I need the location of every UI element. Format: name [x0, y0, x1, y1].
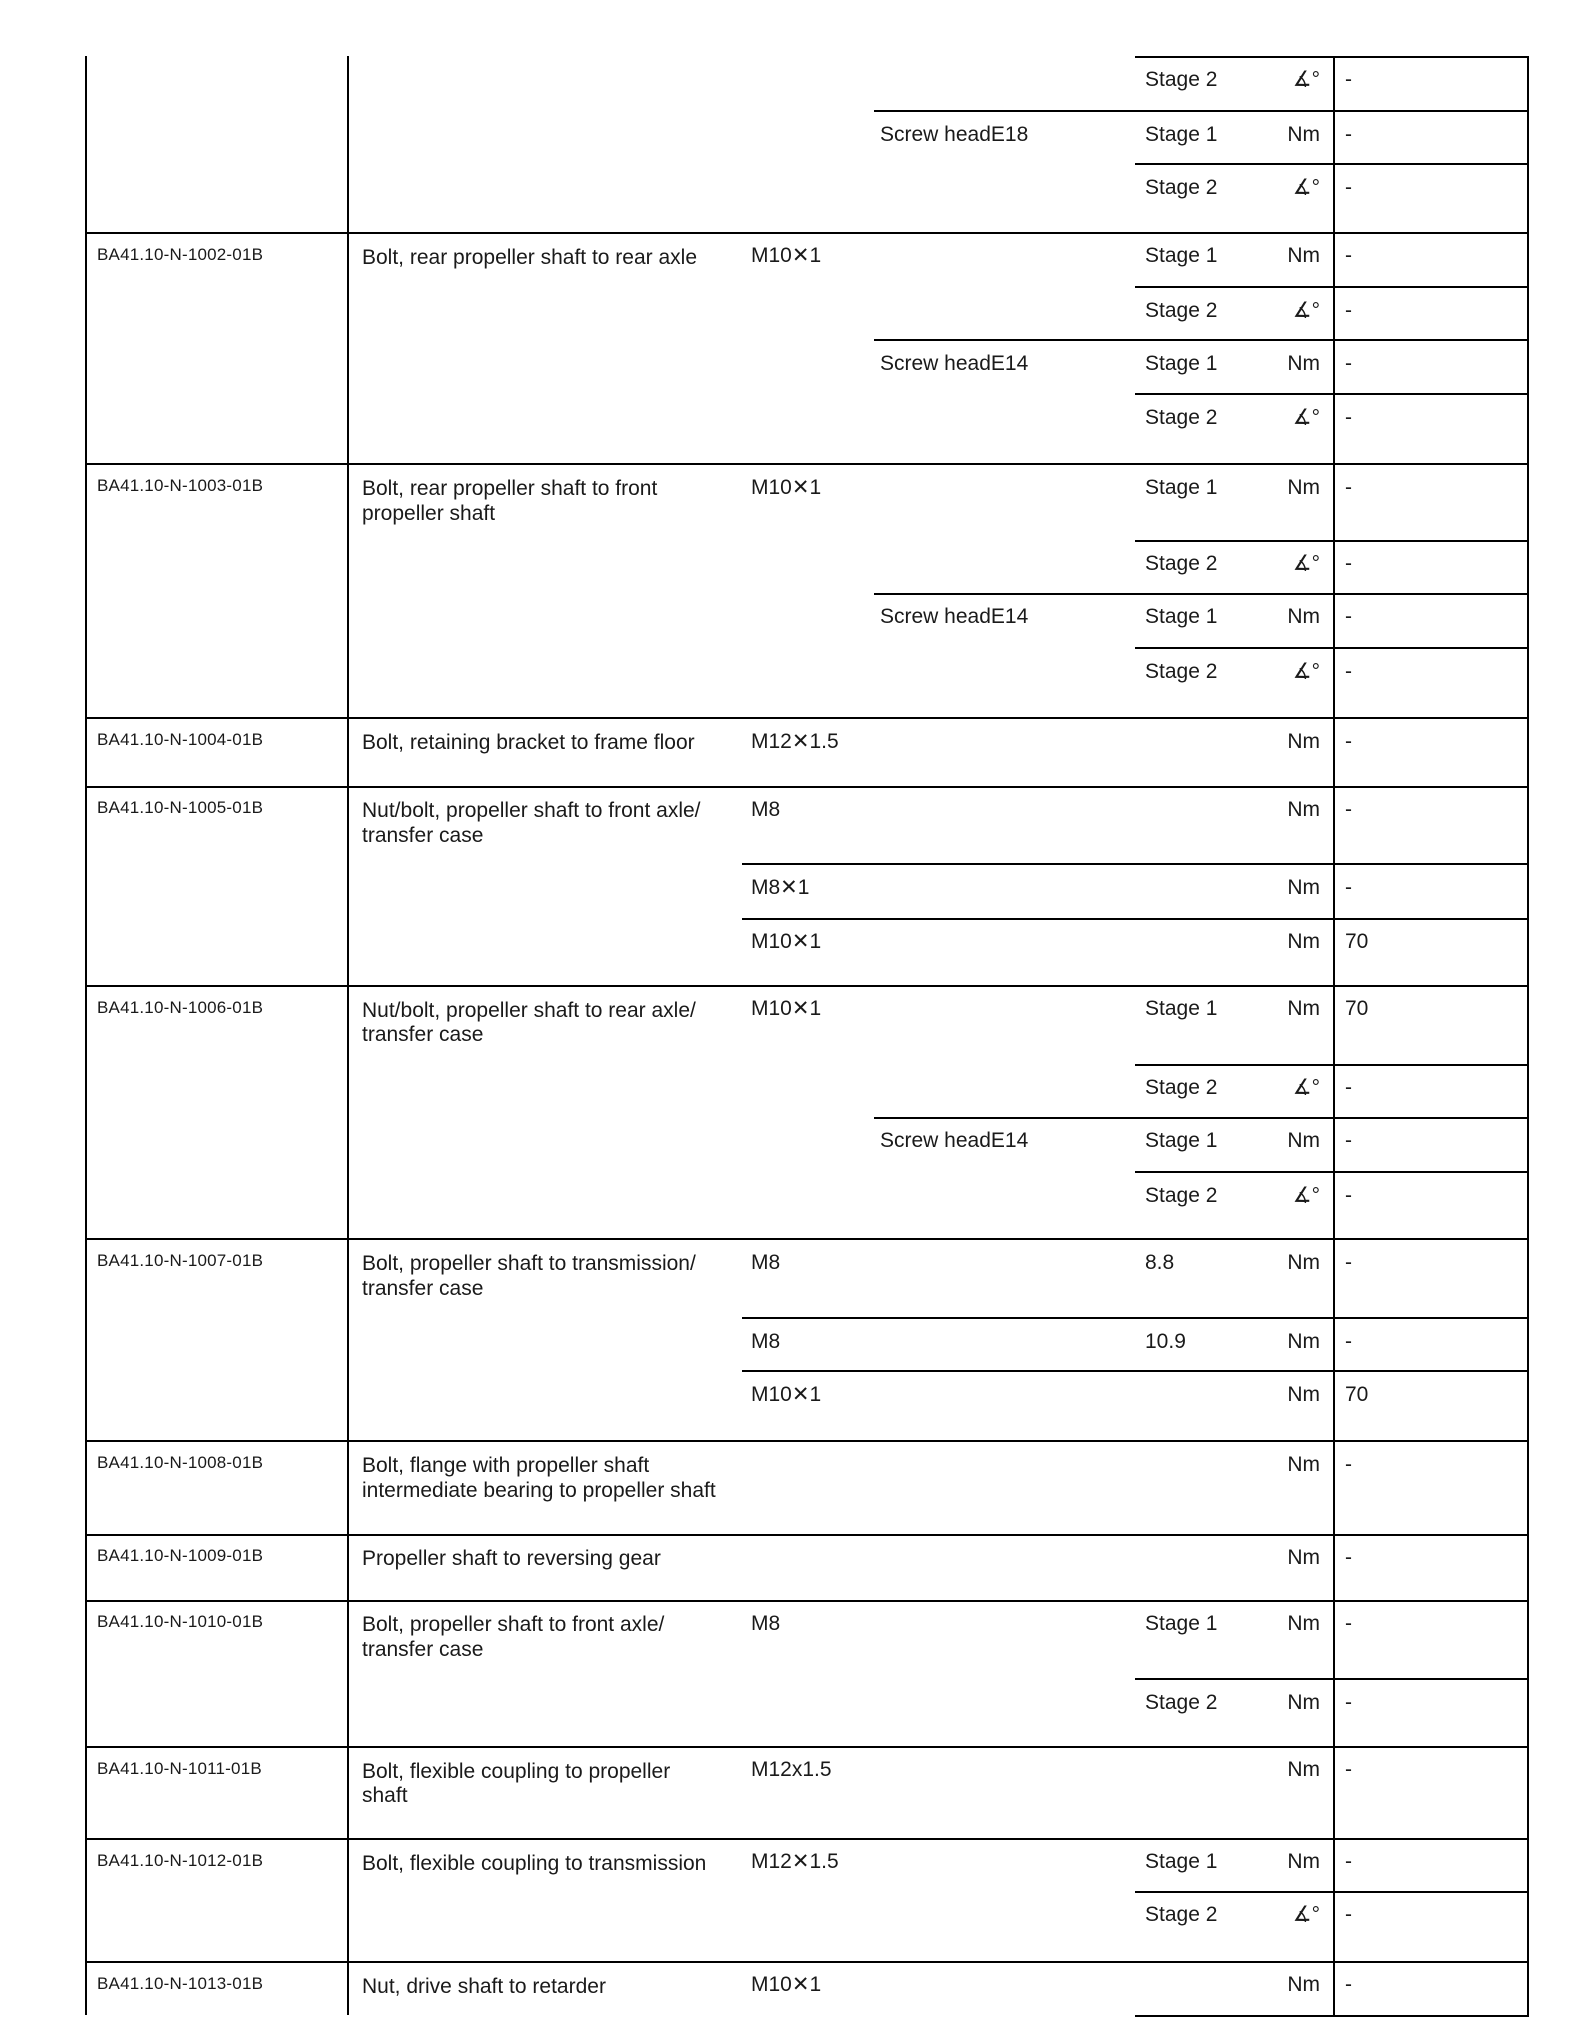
row-separator	[85, 717, 1529, 719]
unit-label: Nm	[1287, 876, 1320, 899]
subrow-separator	[742, 863, 1529, 865]
subrow-separator	[1135, 1678, 1529, 1680]
row-separator	[85, 232, 1529, 234]
tightening-stage: 8.8	[1145, 1251, 1175, 1274]
thread-size: M8	[751, 798, 781, 821]
thread-size: M8	[751, 1330, 781, 1353]
part-description: propeller shaft	[362, 502, 496, 525]
tightening-stage: Stage 1	[1145, 1850, 1218, 1873]
torque-value: -	[1345, 1850, 1352, 1873]
subrow-separator	[874, 1117, 1529, 1119]
unit-label: Nm	[1287, 730, 1320, 753]
part-code: BA41.10-N-1007-01B	[97, 1251, 264, 1270]
part-code: BA41.10-N-1002-01B	[97, 245, 264, 264]
tightening-stage: Stage 1	[1145, 476, 1218, 499]
column-rule	[85, 56, 87, 2015]
thread-size: M10✕1	[751, 1383, 822, 1406]
unit-label: ∡°	[1292, 299, 1320, 322]
unit-label: Nm	[1287, 1850, 1320, 1873]
thread-size: M10✕1	[751, 930, 822, 953]
unit-label: Nm	[1287, 1691, 1320, 1714]
part-code: BA41.10-N-1011-01B	[97, 1759, 262, 1778]
screw-head: Screw headE14	[880, 352, 1029, 375]
unit-label: ∡°	[1292, 1184, 1320, 1207]
torque-value: -	[1345, 299, 1352, 322]
row-separator	[85, 1961, 1529, 1963]
subrow-separator	[1135, 163, 1529, 165]
torque-value: -	[1345, 798, 1352, 821]
unit-label: Nm	[1287, 1330, 1320, 1353]
row-separator	[85, 1838, 1529, 1840]
thread-size: M8	[751, 1612, 781, 1635]
part-description: Nut, drive shaft to retarder	[362, 1975, 606, 1998]
part-description: Nut/bolt, propeller shaft to front axle/	[362, 799, 701, 822]
thread-size: M8	[751, 1251, 781, 1274]
unit-label: ∡°	[1292, 1903, 1320, 1926]
subrow-separator	[742, 1317, 1529, 1319]
part-description: Nut/bolt, propeller shaft to rear axle/	[362, 999, 696, 1022]
tightening-stage: 10.9	[1145, 1330, 1186, 1353]
part-description: transfer case	[362, 1277, 484, 1300]
torque-value: -	[1345, 406, 1352, 429]
tightening-stage: Stage 1	[1145, 1129, 1218, 1152]
torque-value: -	[1345, 1184, 1352, 1207]
tightening-stage: Stage 2	[1145, 1076, 1218, 1099]
torque-value: -	[1345, 1546, 1352, 1569]
torque-value: -	[1345, 1251, 1352, 1274]
unit-label: Nm	[1287, 1383, 1320, 1406]
tightening-stage: Stage 2	[1145, 68, 1218, 91]
column-rule	[347, 56, 349, 2015]
unit-label: Nm	[1287, 123, 1320, 146]
part-code: BA41.10-N-1010-01B	[97, 1612, 264, 1631]
unit-label: Nm	[1287, 476, 1320, 499]
tightening-stage: Stage 1	[1145, 123, 1218, 146]
unit-label: Nm	[1287, 1129, 1320, 1152]
torque-value: -	[1345, 352, 1352, 375]
torque-value: -	[1345, 1129, 1352, 1152]
thread-size: M10✕1	[751, 1973, 822, 1996]
part-description: shaft	[362, 1784, 408, 1807]
unit-label: Nm	[1287, 1973, 1320, 1996]
part-description: transfer case	[362, 824, 484, 847]
part-description: Bolt, propeller shaft to front axle/	[362, 1613, 665, 1636]
part-description: intermediate bearing to propeller shaft	[362, 1479, 716, 1502]
unit-label: ∡°	[1292, 660, 1320, 683]
torque-value: 70	[1345, 1383, 1369, 1406]
unit-label: ∡°	[1292, 1076, 1320, 1099]
part-code: BA41.10-N-1012-01B	[97, 1851, 264, 1870]
unit-label: Nm	[1287, 1251, 1320, 1274]
thread-size: M8✕1	[751, 876, 810, 899]
part-description: Bolt, flexible coupling to propeller	[362, 1760, 671, 1783]
tightening-stage: Stage 1	[1145, 997, 1218, 1020]
torque-value: -	[1345, 1903, 1352, 1926]
subrow-separator	[1135, 1171, 1529, 1173]
part-code: BA41.10-N-1005-01B	[97, 798, 264, 817]
torque-value: -	[1345, 605, 1352, 628]
screw-head: Screw headE18	[880, 123, 1029, 146]
torque-value: -	[1345, 660, 1352, 683]
column-rule	[1333, 56, 1335, 2015]
part-description: transfer case	[362, 1638, 484, 1661]
unit-label: Nm	[1287, 1758, 1320, 1781]
torque-value: -	[1345, 1691, 1352, 1714]
thread-size: M10✕1	[751, 244, 822, 267]
tightening-stage: Stage 2	[1145, 176, 1218, 199]
row-separator	[85, 1534, 1529, 1536]
subrow-separator	[742, 1370, 1529, 1372]
part-description: Bolt, retaining bracket to frame floor	[362, 731, 695, 754]
torque-value: -	[1345, 1076, 1352, 1099]
torque-value: 70	[1345, 930, 1369, 953]
torque-value: 70	[1345, 997, 1369, 1020]
tightening-stage: Stage 2	[1145, 299, 1218, 322]
torque-value: -	[1345, 176, 1352, 199]
unit-label: Nm	[1287, 798, 1320, 821]
torque-value: -	[1345, 1758, 1352, 1781]
unit-label: Nm	[1287, 1546, 1320, 1569]
table-right-border	[1527, 56, 1529, 2015]
row-separator	[85, 1440, 1529, 1442]
unit-label: Nm	[1287, 605, 1320, 628]
part-description: Bolt, propeller shaft to transmission/	[362, 1252, 696, 1275]
unit-label: Nm	[1287, 352, 1320, 375]
torque-value: -	[1345, 68, 1352, 91]
unit-label: Nm	[1287, 997, 1320, 1020]
part-code: BA41.10-N-1009-01B	[97, 1546, 264, 1565]
part-description: Propeller shaft to reversing gear	[362, 1547, 661, 1570]
subrow-separator	[1135, 647, 1529, 649]
torque-value: -	[1345, 1330, 1352, 1353]
torque-value: -	[1345, 476, 1352, 499]
thread-size: M12✕1.5	[751, 1850, 839, 1873]
part-code: BA41.10-N-1004-01B	[97, 730, 264, 749]
part-description: Bolt, flange with propeller shaft	[362, 1454, 650, 1477]
row-separator	[85, 786, 1529, 788]
thread-size: M12x1.5	[751, 1758, 832, 1781]
tightening-stage: Stage 1	[1145, 352, 1218, 375]
thread-size: M10✕1	[751, 997, 822, 1020]
torque-value: -	[1345, 244, 1352, 267]
tightening-stage: Stage 1	[1145, 605, 1218, 628]
subrow-separator	[1135, 1064, 1529, 1066]
screw-head: Screw headE14	[880, 1129, 1029, 1152]
subrow-separator	[874, 593, 1529, 595]
subrow-separator	[1135, 393, 1529, 395]
torque-value: -	[1345, 730, 1352, 753]
tightening-stage: Stage 2	[1145, 1691, 1218, 1714]
part-description: Bolt, rear propeller shaft to front	[362, 477, 658, 500]
torque-value: -	[1345, 552, 1352, 575]
tightening-stage: Stage 2	[1145, 406, 1218, 429]
part-code: BA41.10-N-1003-01B	[97, 476, 264, 495]
tightening-stage: Stage 1	[1145, 1612, 1218, 1635]
tightening-stage: Stage 2	[1145, 552, 1218, 575]
row-separator	[85, 1238, 1529, 1240]
torque-value: -	[1345, 876, 1352, 899]
row-separator	[85, 1600, 1529, 1602]
unit-label: ∡°	[1292, 552, 1320, 575]
row-separator	[85, 1746, 1529, 1748]
part-code: BA41.10-N-1006-01B	[97, 998, 264, 1017]
unit-label: Nm	[1287, 244, 1320, 267]
subrow-separator	[874, 339, 1529, 341]
thread-size: M10✕1	[751, 476, 822, 499]
row-separator	[85, 985, 1529, 987]
part-description: transfer case	[362, 1023, 484, 1046]
torque-value: -	[1345, 1612, 1352, 1635]
subrow-separator	[874, 110, 1529, 112]
unit-label: Nm	[1287, 1453, 1320, 1476]
tightening-stage: Stage 1	[1145, 244, 1218, 267]
unit-label: ∡°	[1292, 176, 1320, 199]
part-description: Bolt, rear propeller shaft to rear axle	[362, 246, 697, 269]
torque-value: -	[1345, 123, 1352, 146]
table-top-border	[1135, 56, 1529, 58]
subrow-separator	[742, 918, 1529, 920]
screw-head: Screw headE14	[880, 605, 1029, 628]
unit-label: Nm	[1287, 1612, 1320, 1635]
table-bottom-border	[1135, 2015, 1529, 2017]
unit-label: ∡°	[1292, 68, 1320, 91]
subrow-separator	[1135, 1891, 1529, 1893]
unit-label: Nm	[1287, 930, 1320, 953]
torque-value: -	[1345, 1973, 1352, 1996]
tightening-stage: Stage 2	[1145, 1903, 1218, 1926]
tightening-stage: Stage 2	[1145, 660, 1218, 683]
subrow-separator	[1135, 286, 1529, 288]
torque-value: -	[1345, 1453, 1352, 1476]
tightening-stage: Stage 2	[1145, 1184, 1218, 1207]
thread-size: M12✕1.5	[751, 730, 839, 753]
part-code: BA41.10-N-1013-01B	[97, 1974, 264, 1993]
part-description: Bolt, flexible coupling to transmission	[362, 1852, 707, 1875]
row-separator	[85, 463, 1529, 465]
unit-label: ∡°	[1292, 406, 1320, 429]
subrow-separator	[1135, 540, 1529, 542]
part-code: BA41.10-N-1008-01B	[97, 1453, 264, 1472]
